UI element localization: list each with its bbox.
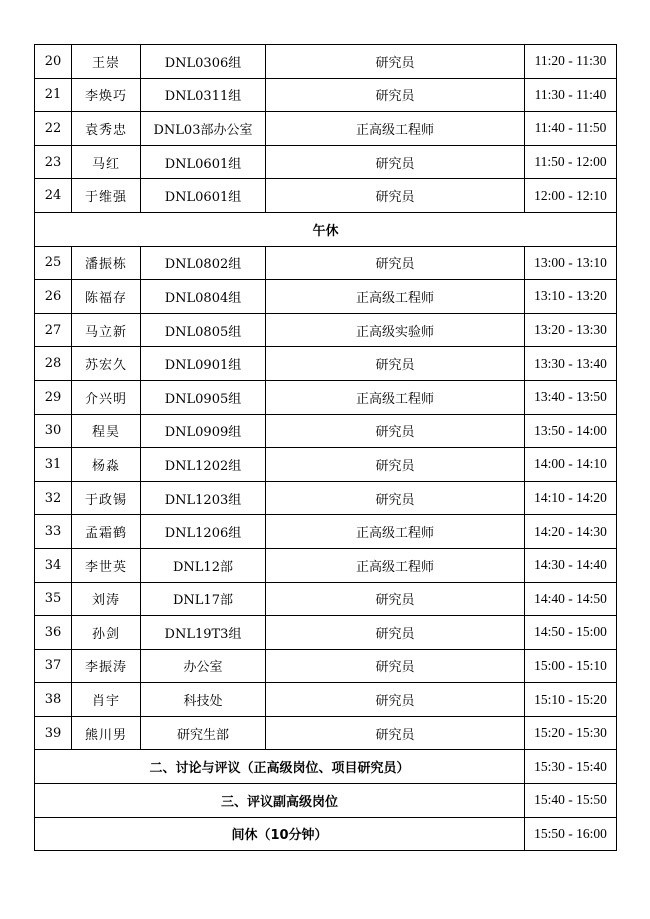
department: DNL1203组: [141, 481, 266, 515]
department: DNL0802组: [141, 246, 266, 280]
table-row: [35, 716, 617, 750]
time-slot: 13:00 - 13:10: [525, 246, 617, 280]
person-name: 刘涛: [72, 582, 141, 616]
department: 研究生部: [141, 716, 266, 750]
time-slot: 13:10 - 13:20: [525, 280, 617, 314]
department: DNL0306组: [141, 45, 266, 79]
person-name: 袁秀忠: [72, 112, 141, 146]
table-row: [35, 380, 617, 414]
row-number: 24: [35, 179, 72, 213]
job-title: 研究员: [266, 78, 525, 112]
person-name: 肖宇: [72, 683, 141, 717]
department: DNL19T3组: [141, 616, 266, 650]
time-slot: 12:00 - 12:10: [525, 179, 617, 213]
table-row: [35, 515, 617, 549]
row-number: 36: [35, 616, 72, 650]
row-number: 30: [35, 414, 72, 448]
table-row: [35, 145, 617, 179]
time-slot: 15:00 - 15:10: [525, 649, 617, 683]
row-number: 29: [35, 380, 72, 414]
department: 办公室: [141, 649, 266, 683]
person-name: 李振涛: [72, 649, 141, 683]
row-number: 37: [35, 649, 72, 683]
table-row: [35, 313, 617, 347]
job-title: 研究员: [266, 649, 525, 683]
job-title: 研究员: [266, 145, 525, 179]
job-title: 研究员: [266, 414, 525, 448]
job-title: 研究员: [266, 179, 525, 213]
row-number: 34: [35, 548, 72, 582]
department: DNL12部: [141, 548, 266, 582]
department: DNL0311组: [141, 78, 266, 112]
person-name: 苏宏久: [72, 347, 141, 381]
table-row: [35, 280, 617, 314]
row-number: 21: [35, 78, 72, 112]
time-slot: 14:00 - 14:10: [525, 448, 617, 482]
table-row: [35, 347, 617, 381]
table-row: [35, 246, 617, 280]
row-number: 39: [35, 716, 72, 750]
time-slot: 15:30 - 15:40: [525, 750, 617, 784]
department: DNL17部: [141, 582, 266, 616]
person-name: 孟霜鹤: [72, 515, 141, 549]
time-slot: 14:10 - 14:20: [525, 481, 617, 515]
row-number: 33: [35, 515, 72, 549]
time-slot: 14:50 - 15:00: [525, 616, 617, 650]
time-slot: 11:40 - 11:50: [525, 112, 617, 146]
row-number: 32: [35, 481, 72, 515]
time-slot: 13:30 - 13:40: [525, 347, 617, 381]
department: DNL0901组: [141, 347, 266, 381]
job-title: 研究员: [266, 347, 525, 381]
job-title: 正高级实验师: [266, 313, 525, 347]
job-title: 研究员: [266, 246, 525, 280]
row-number: 23: [35, 145, 72, 179]
section-row: [35, 784, 617, 818]
section-heading: 二、讨论与评议（正高级岗位、项目研究员）: [35, 750, 525, 784]
person-name: 于维强: [72, 179, 141, 213]
person-name: 王崇: [72, 45, 141, 79]
row-number: 25: [35, 246, 72, 280]
job-title: 研究员: [266, 582, 525, 616]
job-title: 研究员: [266, 616, 525, 650]
table-row: [35, 582, 617, 616]
lunch-break-label: 午休: [35, 212, 617, 246]
time-slot: 14:20 - 14:30: [525, 515, 617, 549]
table-row: [35, 78, 617, 112]
table-row: [35, 179, 617, 213]
interval-label: 间休（10分钟）: [35, 817, 525, 851]
department: 科技处: [141, 683, 266, 717]
department: DNL0601组: [141, 145, 266, 179]
row-number: 28: [35, 347, 72, 381]
department: DNL0909组: [141, 414, 266, 448]
department: DNL0804组: [141, 280, 266, 314]
schedule-body: [35, 45, 617, 851]
department: DNL0905组: [141, 380, 266, 414]
time-slot: 13:50 - 14:00: [525, 414, 617, 448]
time-slot: 15:10 - 15:20: [525, 683, 617, 717]
job-title: 研究员: [266, 683, 525, 717]
schedule-table: [34, 44, 617, 851]
interval-row: [35, 817, 617, 851]
person-name: 杨淼: [72, 448, 141, 482]
person-name: 陈福存: [72, 280, 141, 314]
table-row: [35, 616, 617, 650]
table-row: [35, 45, 617, 79]
table-row: [35, 649, 617, 683]
row-number: 38: [35, 683, 72, 717]
time-slot: 11:30 - 11:40: [525, 78, 617, 112]
time-slot: 14:40 - 14:50: [525, 582, 617, 616]
time-slot: 15:50 - 16:00: [525, 817, 617, 851]
row-number: 35: [35, 582, 72, 616]
job-title: 研究员: [266, 716, 525, 750]
department: DNL03部办公室: [141, 112, 266, 146]
row-number: 20: [35, 45, 72, 79]
person-name: 马红: [72, 145, 141, 179]
table-row: [35, 414, 617, 448]
job-title: 正高级工程师: [266, 548, 525, 582]
section-heading: 三、评议副高级岗位: [35, 784, 525, 818]
table-row: [35, 448, 617, 482]
time-slot: 14:30 - 14:40: [525, 548, 617, 582]
job-title: 正高级工程师: [266, 112, 525, 146]
person-name: 潘振栋: [72, 246, 141, 280]
time-slot: 15:20 - 15:30: [525, 716, 617, 750]
table-row: [35, 112, 617, 146]
job-title: 研究员: [266, 481, 525, 515]
department: DNL1202组: [141, 448, 266, 482]
row-number: 31: [35, 448, 72, 482]
person-name: 于政锡: [72, 481, 141, 515]
job-title: 研究员: [266, 45, 525, 79]
department: DNL1206组: [141, 515, 266, 549]
person-name: 马立新: [72, 313, 141, 347]
job-title: 正高级工程师: [266, 280, 525, 314]
person-name: 李世英: [72, 548, 141, 582]
time-slot: 15:40 - 15:50: [525, 784, 617, 818]
person-name: 介兴明: [72, 380, 141, 414]
time-slot: 13:40 - 13:50: [525, 380, 617, 414]
department: DNL0601组: [141, 179, 266, 213]
lunch-break-row: [35, 212, 617, 246]
row-number: 27: [35, 313, 72, 347]
department: DNL0805组: [141, 313, 266, 347]
time-slot: 11:50 - 12:00: [525, 145, 617, 179]
job-title: 正高级工程师: [266, 515, 525, 549]
table-row: [35, 683, 617, 717]
job-title: 正高级工程师: [266, 380, 525, 414]
table-row: [35, 481, 617, 515]
person-name: 孙剑: [72, 616, 141, 650]
row-number: 26: [35, 280, 72, 314]
time-slot: 13:20 - 13:30: [525, 313, 617, 347]
time-slot: 11:20 - 11:30: [525, 45, 617, 79]
section-row: [35, 750, 617, 784]
table-row: [35, 548, 617, 582]
person-name: 程昊: [72, 414, 141, 448]
job-title: 研究员: [266, 448, 525, 482]
person-name: 李焕巧: [72, 78, 141, 112]
row-number: 22: [35, 112, 72, 146]
person-name: 熊川男: [72, 716, 141, 750]
